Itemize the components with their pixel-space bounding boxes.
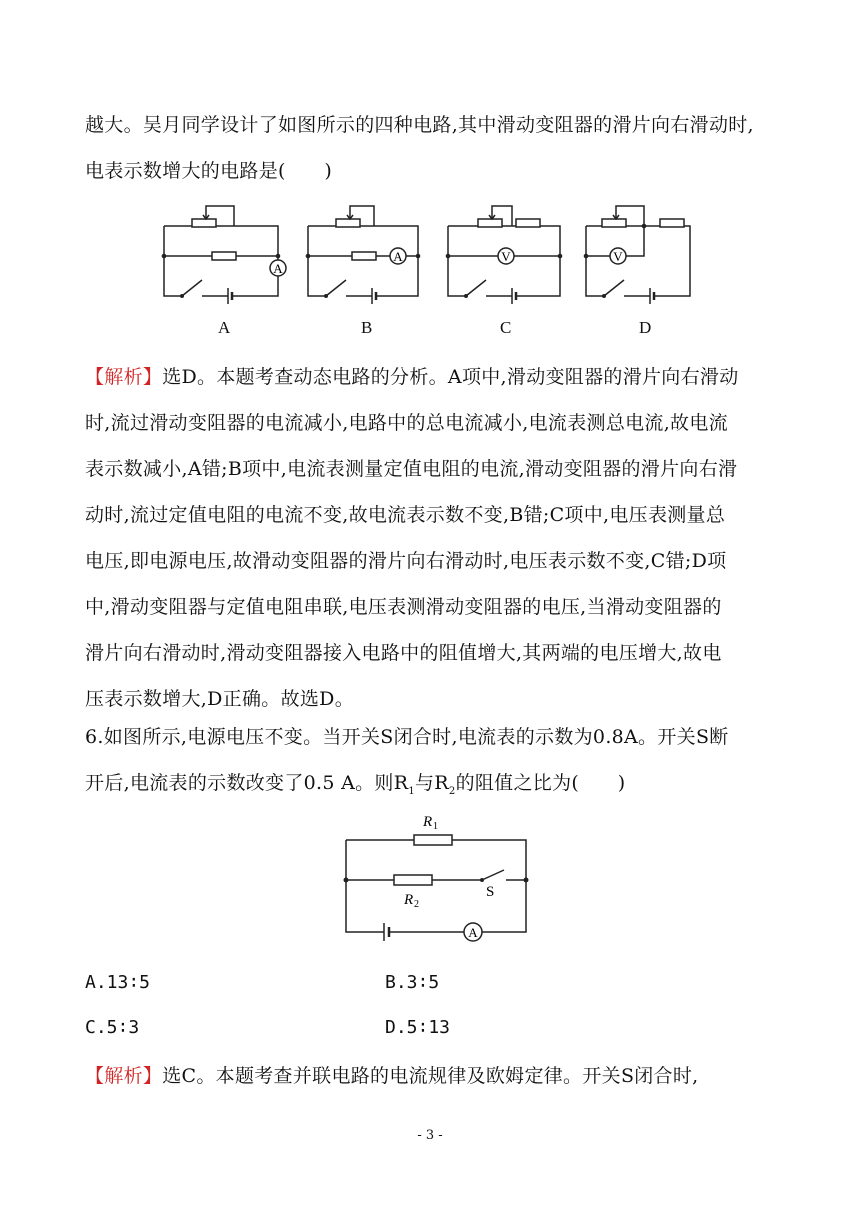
q5-line-2: 电表示数增大的电路是( ) xyxy=(85,160,333,182)
q5-line-1: 越大。吴月同学设计了如图所示的四种电路,其中滑动变阻器的滑片向右滑动时, xyxy=(85,114,754,136)
r1-label: R xyxy=(423,814,433,830)
circuit-figure-b xyxy=(302,198,432,308)
analysis-tag: 【解析】 xyxy=(85,366,163,388)
option-d: D.5∶13 xyxy=(385,1017,451,1038)
circuit-figure-c xyxy=(442,198,572,308)
analysis5-line-2: 时,流过滑动变阻器的电流减小,电路中的总电流减小,电流表测总电流,故电流 xyxy=(85,412,728,434)
analysis5-line-4: 动时,流过定值电阻的电流不变,故电流表示数不变,B错;C项中,电压表测量总 xyxy=(85,504,726,526)
analysis-tag: 【解析】 xyxy=(85,1065,163,1087)
switch-label: S xyxy=(486,884,495,900)
q6-line-1: 6.如图所示,电源电压不变。当开关S闭合时,电流表的示数为0.8A。开关S断 xyxy=(85,726,729,748)
r2-subscript: 2 xyxy=(414,899,419,910)
figure-label-a: A xyxy=(218,318,231,337)
figure-label-b: B xyxy=(361,318,373,337)
analysis6-line-1: 【解析】选C。本题考查并联电路的电流规律及欧姆定律。开关S闭合时, xyxy=(85,1065,699,1087)
circuit-figure-a xyxy=(158,198,288,308)
figure-label-c: C xyxy=(500,318,512,337)
option-c: C.5∶3 xyxy=(85,1017,140,1038)
r2-label: R xyxy=(404,892,414,908)
analysis5-line-7: 滑片向右滑动时,滑动变阻器接入电路中的阻值增大,其两端的电压增大,故电 xyxy=(85,642,722,664)
circuit-figure-d xyxy=(580,198,710,308)
analysis5-line-8: 压表示数增大,D正确。故选D。 xyxy=(85,688,355,710)
ammeter-icon: A xyxy=(468,925,478,940)
figure-label-d: D xyxy=(639,318,652,337)
analysis5-line-6: 中,滑动变阻器与定值电阻串联,电压表测滑动变阻器的电压,当滑动变阻器的 xyxy=(85,596,722,618)
analysis5-line-5: 电压,即电源电压,故滑动变阻器的滑片向右滑动时,电压表示数不变,C错;D项 xyxy=(85,550,727,572)
analysis5-line-1: 【解析】选D。本题考查动态电路的分析。A项中,滑动变阻器的滑片向右滑动 xyxy=(85,366,739,388)
ammeter-icon: A xyxy=(393,249,403,264)
analysis5-line-3: 表示数减小,A错;B项中,电流表测量定值电阻的电流,滑动变阻器的滑片向右滑 xyxy=(85,458,738,480)
voltmeter-icon: V xyxy=(501,249,511,264)
ammeter-icon: A xyxy=(273,261,283,276)
q6-line-2: 开后,电流表的示数改变了0.5 A。则$R_1$与$R_2$的阻值之比为( ) xyxy=(85,772,626,797)
r1-subscript: 1 xyxy=(433,821,438,832)
voltmeter-icon: V xyxy=(613,249,623,264)
option-b: B.3∶5 xyxy=(385,972,440,993)
page-number: - 3 - xyxy=(417,1128,443,1143)
circuit-figure-q6 xyxy=(336,808,536,948)
option-a: A.13∶5 xyxy=(85,972,151,993)
